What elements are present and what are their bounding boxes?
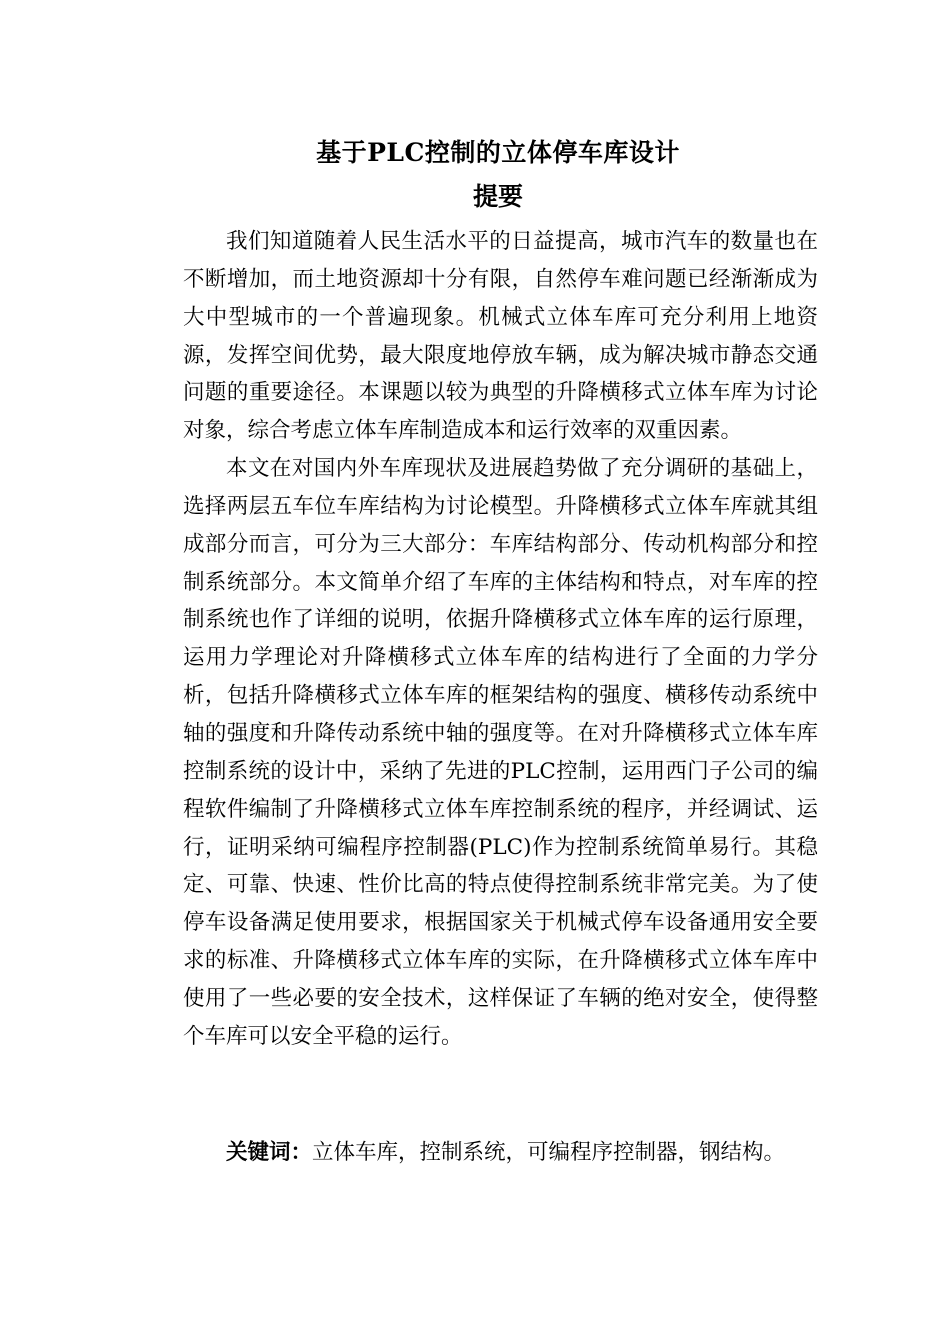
abstract-paragraph-1: 我们知道随着人民生活水平的日益提高，城市汽车的数量也在不断增加，而土地资源却十分有限，自然停车难问题已经渐渐成为大中型城市的一个普遍现象。机械式立体车库可充分利用上地资源，发挥空间优势，最大限度地停放车辆，成为解决城市静态交通问题的重要途径。本课题以较为典型的升降横移式立体车库为讨论对象，综合考虑立体车库制造成本和运行效率的双重因素。	[183, 229, 818, 444]
document-title: 基于PLC控制的立体停车库设计	[316, 138, 680, 167]
keywords-list: 立体车库，控制系统，可编程序控制器，钢结构。	[312, 1140, 786, 1165]
keywords-label: 关键词：	[226, 1140, 313, 1165]
abstract-body	[183, 223, 818, 1056]
keywords-line	[226, 1134, 866, 1171]
abstract-heading: 提要	[472, 182, 523, 211]
abstract-paragraph-2: 本文在对国内外车库现状及进展趋势做了充分调研的基础上，选择两层五车位车库结构为讨论模型。升降横移式立体车库就其组成部分而言，可分为三大部分：车库结构部分、传动机构部分和控制系统部分。本文简单介绍了车库的主体结构和特点，对车库的控制系统也作了详细的说明，依据升降横移式立体车库的运行原理，运用力学理论对升降横移式立体车库的结构进行了全面的力学分析，包括升降横移式立体车库的框架结构的强度、横移传动系统中轴的强度和升降传动系统中轴的强度等。在对升降横移式立体车库控制系统的设计中，采纳了先进的PLC控制，运用西门子公司的编程软件编制了升降横移式立体车库控制系统的程序，并经调试、运行，证明采纳可编程序控制器(PLC)作为控制系统简单易行。其稳定、可靠、快速、性价比高的特点使得控制系统非常完美。为了使停车设备满足使用要求，根据国家关于机械式停车设备通用安全要求的标准、升降横移式立体车库的实际，在升降横移式立体车库中使用了一些必要的安全技术，这样保证了车辆的绝对安全，使得整个车库可以安全平稳的运行。	[183, 456, 818, 1049]
